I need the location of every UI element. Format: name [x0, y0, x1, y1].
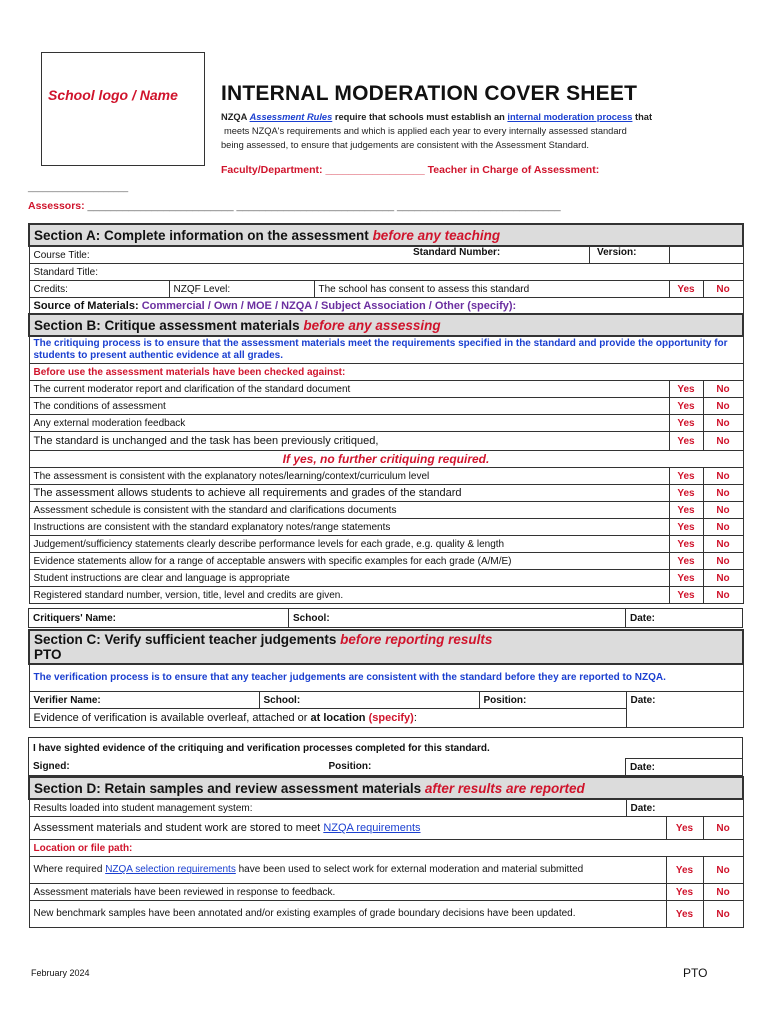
check-no[interactable]: No: [703, 398, 743, 415]
unchanged-yes[interactable]: Yes: [669, 432, 703, 451]
version-label: Version:: [597, 247, 637, 258]
stored-no[interactable]: No: [703, 817, 743, 840]
critique-item: Registered standard number, version, title, level and credits are given.: [29, 587, 669, 604]
nzqf-level-field[interactable]: NZQF Level:: [169, 281, 314, 298]
assessors-line: Assessors: _________________________ ___________________________ ____________________________: [28, 200, 561, 212]
intro-text: NZQA Assessment Rules require that schools must establish an internal moderation process that meets NZQA's requirements and which is applied each year to every internally assessed standard being assessed, to ensure that judgements are consistent with the Assessment Standard.: [221, 112, 653, 150]
section-a-heading: Section A: Complete information on the assessment before any teaching: [29, 224, 743, 246]
teacher-field[interactable]: ____________________: [28, 182, 129, 192]
nzqa-requirements-link[interactable]: NZQA requirements: [323, 822, 421, 834]
sighted-table: [28, 737, 743, 776]
version-field[interactable]: [669, 246, 743, 264]
faculty-field[interactable]: _________________: [325, 164, 425, 176]
critique-yes[interactable]: Yes: [669, 570, 703, 587]
credits-field[interactable]: Credits:: [29, 281, 169, 298]
critique-item: Assessment schedule is consistent with the standard and clarifications documents: [29, 502, 669, 519]
school-logo-box: [41, 52, 205, 166]
benchmark-statement: New benchmark samples have been annotated and/or existing examples of grade boundary decisions have been updated.: [29, 901, 666, 928]
verifier-position-field[interactable]: Position:: [479, 692, 626, 709]
results-loaded-field[interactable]: Results loaded into student management system:: [29, 799, 626, 817]
critique-no[interactable]: No: [703, 519, 743, 536]
verifier-school-field[interactable]: School:: [259, 692, 479, 709]
check-yes[interactable]: Yes: [669, 398, 703, 415]
section-d-heading: Section D: Retain samples and review assessment materials after results are reported: [29, 777, 743, 799]
section-c-intro: The verification process is to ensure that any teacher judgements are consistent with the standard before they are reported to NZQA.: [29, 664, 743, 692]
critique-item: Judgement/sufficiency statements clearly describe performance levels for each grade, e.g. quality & length: [29, 536, 669, 553]
consent-no[interactable]: No: [703, 281, 743, 298]
critique-no[interactable]: No: [703, 553, 743, 570]
check-yes[interactable]: Yes: [669, 415, 703, 432]
assessors-field[interactable]: _________________________ ___________________________ ____________________________: [87, 200, 561, 212]
critique-item: The assessment is consistent with the explanatory notes/learning/context/curriculum level: [29, 468, 669, 485]
location-field[interactable]: Location or file path:: [29, 840, 743, 857]
critiquers-school-field[interactable]: School:: [289, 609, 626, 628]
benchmark-yes[interactable]: Yes: [666, 901, 703, 928]
page-title: INTERNAL MODERATION COVER SHEET: [221, 82, 638, 105]
check-heading: Before use the assessment materials have been checked against:: [29, 364, 743, 381]
section-b-intro: The critiquing process is to ensure that the assessment materials meet the requirements specified in the standard and provide the opportunity for students to present authentic evidence at all grades.: [29, 336, 743, 364]
critique-no[interactable]: No: [703, 485, 743, 502]
check-yes[interactable]: Yes: [669, 381, 703, 398]
selection-statement: Where required NZQA selection requirements have been used to select work for external moderation and material submitted: [29, 857, 666, 884]
reviewed-yes[interactable]: Yes: [666, 884, 703, 901]
nzqa-selection-link[interactable]: NZQA selection requirements: [105, 864, 236, 875]
critique-item: Instructions are consistent with the standard explanatory notes/range statements: [29, 519, 669, 536]
critique-yes[interactable]: Yes: [669, 502, 703, 519]
critiquers-name-field[interactable]: Critiquers' Name:: [29, 609, 289, 628]
consent-yes[interactable]: Yes: [669, 281, 703, 298]
faculty-line: Faculty/Department: _________________ Teacher in Charge of Assessment:: [221, 164, 600, 176]
critiquers-table: [28, 608, 743, 628]
source-of-materials[interactable]: Source of Materials: Commercial / Own / MOE / NZQA / Subject Association / Other (specify):: [29, 298, 743, 315]
critique-yes[interactable]: Yes: [669, 536, 703, 553]
signed-position-field[interactable]: Position:: [325, 759, 626, 776]
check-item: The current moderator report and clarification of the standard document: [29, 381, 669, 398]
standard-number-label: Standard Number:: [413, 247, 501, 258]
critique-item: Student instructions are clear and language is appropriate: [29, 570, 669, 587]
selection-yes[interactable]: Yes: [666, 857, 703, 884]
critique-no[interactable]: No: [703, 587, 743, 604]
reviewed-no[interactable]: No: [703, 884, 743, 901]
critique-no[interactable]: No: [703, 468, 743, 485]
check-item: The conditions of assessment: [29, 398, 669, 415]
course-title-field[interactable]: Course Title:: [29, 246, 589, 264]
critique-no[interactable]: No: [703, 536, 743, 553]
stored-statement: Assessment materials and student work are stored to meet NZQA requirements: [29, 817, 666, 840]
signed-field[interactable]: Signed:: [29, 759, 325, 776]
footer-pto: PTO: [683, 966, 708, 980]
footer-date: February 2024: [31, 968, 90, 978]
critique-yes[interactable]: Yes: [669, 553, 703, 570]
sighted-statement: I have sighted evidence of the critiquing and verification processes completed for this standard.: [29, 738, 743, 759]
signed-date-field[interactable]: Date:: [626, 759, 743, 776]
verifier-date-field[interactable]: Date:: [626, 692, 743, 728]
stored-yes[interactable]: Yes: [666, 817, 703, 840]
assessment-rules-link[interactable]: Assessment Rules: [249, 112, 333, 122]
critique-item: The assessment allows students to achieve all requirements and grades of the standard: [29, 485, 669, 502]
critique-item: Evidence statements allow for a range of acceptable answers with specific examples for each grade (A/M/E): [29, 553, 669, 570]
section-c-heading: Section C: Verify sufficient teacher judgements before reporting results PTO: [29, 630, 743, 664]
check-no[interactable]: No: [703, 381, 743, 398]
results-date-field[interactable]: Date:: [626, 799, 743, 817]
section-b-heading: Section B: Critique assessment materials before any assessing: [29, 314, 743, 336]
benchmark-no[interactable]: No: [703, 901, 743, 928]
internal-moderation-link[interactable]: internal moderation process: [507, 112, 633, 122]
evidence-location[interactable]: Evidence of verification is available overleaf, attached or at location (specify):: [29, 709, 626, 728]
reviewed-statement: Assessment materials have been reviewed in response to feedback.: [29, 884, 666, 901]
if-yes-note: If yes, no further critiquing required.: [29, 451, 743, 468]
standard-title-field[interactable]: Standard Title:: [29, 264, 743, 281]
section-a-table: [28, 223, 744, 315]
critique-yes[interactable]: Yes: [669, 587, 703, 604]
critique-no[interactable]: No: [703, 570, 743, 587]
selection-no[interactable]: No: [703, 857, 743, 884]
section-c-table: [28, 629, 744, 728]
critique-yes[interactable]: Yes: [669, 485, 703, 502]
unchanged-statement: The standard is unchanged and the task has been previously critiqued,: [29, 432, 669, 451]
critique-no[interactable]: No: [703, 502, 743, 519]
unchanged-no[interactable]: No: [703, 432, 743, 451]
consent-statement: The school has consent to assess this standard: [314, 281, 669, 298]
verifier-name-field[interactable]: Verifier Name:: [29, 692, 259, 709]
critique-yes[interactable]: Yes: [669, 519, 703, 536]
section-d-table: [28, 776, 744, 928]
check-item: Any external moderation feedback: [29, 415, 669, 432]
logo-placeholder: School logo / Name: [48, 87, 178, 103]
check-no[interactable]: No: [703, 415, 743, 432]
critiquers-date-field[interactable]: Date:: [626, 609, 743, 628]
critique-yes[interactable]: Yes: [669, 468, 703, 485]
section-b-table: [28, 313, 744, 604]
